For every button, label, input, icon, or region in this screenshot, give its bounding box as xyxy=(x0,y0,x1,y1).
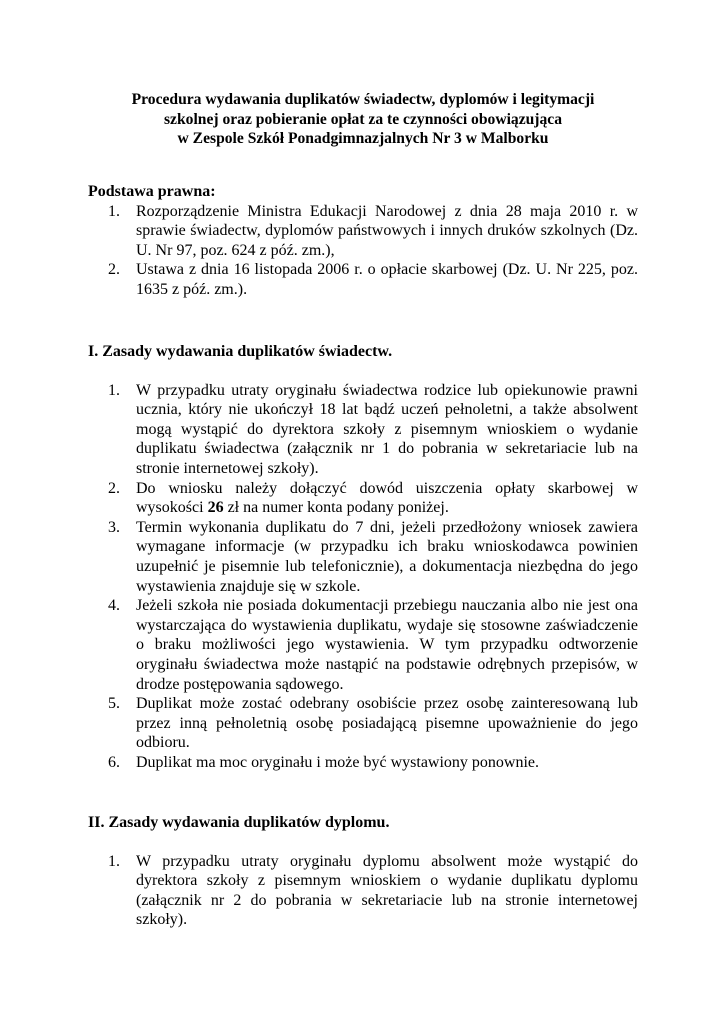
list-item-number: 1. xyxy=(108,202,120,220)
list-item-number: 1. xyxy=(108,381,120,399)
list-item xyxy=(108,596,638,694)
list-item-number: 5. xyxy=(108,695,120,713)
legal-basis-list xyxy=(88,202,638,300)
list-item xyxy=(108,260,638,299)
title-line-1: Procedura wydawania duplikatów świadectw, dyplomów i legitymacji xyxy=(131,91,595,108)
list-item-text: Jeżeli szkoła nie posiada dokumentacji przebiegu nauczania albo nie jest ona wystarczająca do wystawienia duplikatu, wydaje się stosowne zaświadczenie o braku możliwości jego wystawienia. W tym przypadku odtworzenie oryginału świadectwa może nastąpić na podstawie odrębnych przepisów, w drodze postępowania sądowego. xyxy=(136,597,638,693)
list-item xyxy=(108,694,638,753)
section-2-list xyxy=(88,852,638,930)
list-item-text: W przypadku utraty oryginału dyplomu absolwent może wystąpić do dyrektora szkoły z pisemnym wnioskiem o wydanie duplikatu dyplomu (załącznik nr 2 do pobrania w sekretariacie lub na stronie internetowej szkoły). xyxy=(136,852,638,929)
fee-text-after: zł na numer konta podany poniżej. xyxy=(223,499,449,517)
list-item xyxy=(108,753,638,773)
title-line-3: w Zespole Szkół Ponadgimnazjalnych Nr 3 w Malborku xyxy=(177,130,549,147)
list-item-text: Rozporządzenie Ministra Edukacji Narodowej z dnia 28 maja 2010 r. w sprawie świadectw, dyplomów państwowych i innych druków szkolnych (Dz. U. Nr 97, poz. 624 z póź. zm.), xyxy=(136,202,638,259)
list-item-text: W przypadku utraty oryginału świadectwa rodzice lub opiekunowie prawni ucznia, który nie ukończył 18 lat bądź uczeń pełnoletni, a także absolwent mogą wystąpić do dyrektora szkoły z pisemnym wnioskiem o wydanie duplikatu świadectwa (załącznik nr 1 do pobrania w sekretariacie lub na stronie internetowej szkoły). xyxy=(136,381,638,477)
list-item xyxy=(108,852,638,930)
list-item-number: 1. xyxy=(108,852,120,870)
document-title xyxy=(80,90,646,149)
list-item-number: 3. xyxy=(108,518,120,536)
section-2 xyxy=(88,813,638,930)
section-1-list xyxy=(88,381,638,773)
list-item-number: 4. xyxy=(108,597,120,615)
list-item xyxy=(108,202,638,261)
legal-basis-heading: Podstawa prawna: xyxy=(88,183,216,200)
list-item-number: 2. xyxy=(108,479,120,497)
list-item-text xyxy=(136,479,638,518)
section-1-heading: I. Zasady wydawania duplikatów świadectw. xyxy=(88,343,393,360)
title-line-2: szkolnej oraz pobieranie opłat za te czynności obowiązująca xyxy=(163,110,563,128)
list-item-text: Duplikat może zostać odebrany osobiście przez osobę zainteresowaną lub przez inną pełnoletnią osobę posiadającą pisemne upoważnienie do jego odbioru. xyxy=(136,695,638,752)
list-item-number: 6. xyxy=(108,753,120,771)
list-item-text: Duplikat ma moc oryginału i może być wystawiony ponownie. xyxy=(136,753,540,771)
list-item-text: Ustawa z dnia 16 listopada 2006 r. o opłacie skarbowej (Dz. U. Nr 225, poz. 1635 z póź. zm.). xyxy=(136,261,638,298)
section-2-heading: II. Zasady wydawania duplikatów dyplomu. xyxy=(88,814,390,831)
list-item-number: 2. xyxy=(108,261,120,279)
section-1 xyxy=(88,342,638,772)
list-item xyxy=(108,518,638,596)
list-item xyxy=(108,381,638,479)
fee-amount: 26 xyxy=(207,499,224,517)
list-item xyxy=(108,479,638,518)
list-item-text: Termin wykonania duplikatu do 7 dni, jeżeli przedłożony wniosek zawiera wymagane informacje (w przypadku ich braku wnioskodawca powinien uzupełnić je pisemnie lub telefonicznie), a dokumentacja niezbędna do jego wystawienia znajduje się w szkole. xyxy=(136,518,638,595)
legal-basis-section xyxy=(88,182,638,300)
fee-text-before: Do wniosku należy dołączyć dowód uiszczenia opłaty skarbowej w wysokości xyxy=(136,479,638,517)
